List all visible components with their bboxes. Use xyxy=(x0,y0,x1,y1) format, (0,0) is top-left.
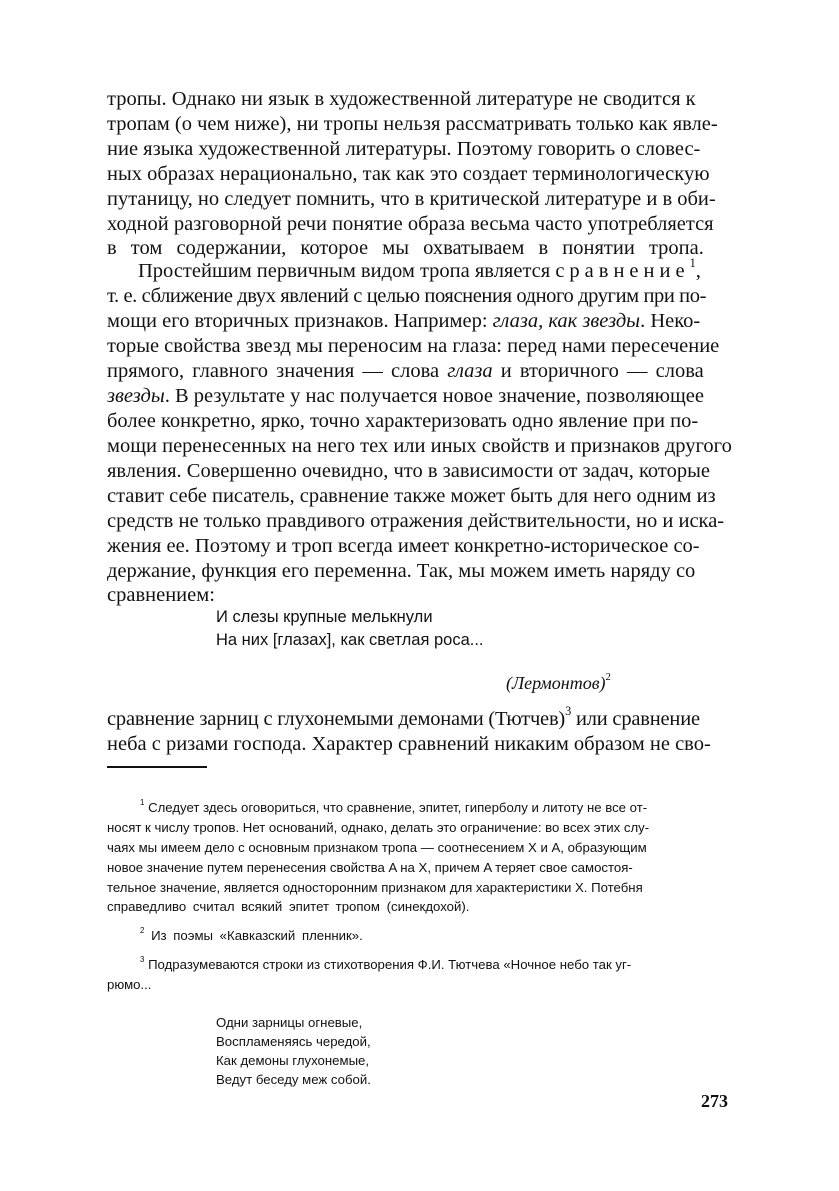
page-number: 273 xyxy=(701,1091,728,1111)
body-text-line: жения ее. Поэтому и троп всегда имеет конкретно-историческое со- xyxy=(107,535,700,557)
body-text-line: тропам (о чем ниже), ни тропы нельзя рассматривать только как явле- xyxy=(107,113,718,135)
footnote-number: 1 xyxy=(140,798,145,808)
body-text-line: ставит себе писатель, сравнение также может быть для него одним из xyxy=(107,485,716,507)
footnote-ref[interactable]: 3 xyxy=(565,703,572,718)
body-text-line: мощи перенесенных на него тех или иных свойств и признаков другого xyxy=(107,435,732,457)
body-text-line: более конкретно, ярко, точно характеризовать одно явление при по- xyxy=(107,410,699,432)
body-text-line: прямого, главного значения — слова глаза и вторичного — слова xyxy=(107,360,704,382)
body-text-line: сравнением: xyxy=(107,584,215,606)
footnote-number: 3 xyxy=(140,955,145,965)
body-text-line: неба с ризами господа. Характер сравнений никаким образом не сво- xyxy=(107,733,711,755)
footnote-line: новое значение путем перенесения свойства A на X, причем A теряет свое самостоя- xyxy=(107,860,633,875)
quote-attribution: (Лермонтов)$^2$ xyxy=(506,670,611,693)
footnote-verse-line: Как демоны глухонемые, xyxy=(216,1053,370,1068)
body-text-line: т. е. сближение двух явлений с целью пояснения одного другим при по- xyxy=(107,285,707,307)
footnote-line: $^2$ Из поэмы «Кавказский пленник». xyxy=(140,926,363,943)
footnote-verse-line: Воспламеняясь чередой, xyxy=(216,1034,371,1049)
body-text-line: мощи его вторичных признаков. Например: глаза, как звезды. Неко- xyxy=(107,310,701,332)
verse-line: И слезы крупные мелькнули xyxy=(216,608,433,626)
body-text-line: сравнение зарниц с глухонемыми демонами (Тютчев)$^3$ или сравнение xyxy=(107,703,700,730)
footnote-number: 2 xyxy=(140,926,145,936)
body-text-line: в том содержании, которое мы охватываем в понятии тропа. xyxy=(107,237,704,259)
body-text-line: звезды. В результате у нас получается новое значение, позволяющее xyxy=(107,385,704,407)
body-text-line: тропы. Однако ни язык в художественной литературе не сводится к xyxy=(107,88,696,110)
footnote-verse-line: Ведут беседу меж собой. xyxy=(216,1072,371,1087)
body-text-line: средств не только правдивого отражения действительности, но и иска- xyxy=(107,510,725,532)
footnote-ref[interactable]: 2 xyxy=(605,670,611,683)
body-text-line: ходной разговорной речи понятие образа весьма часто употребляется xyxy=(107,213,714,235)
footnote-line: справедливо считал всякий эпитет тропом (синекдохой). xyxy=(107,899,470,914)
footnote-line: $^3$ Подразумеваются строки из стихотворения Ф.И. Тютчева «Ночное небо так уг- xyxy=(140,955,632,972)
body-text-line: Простейшим первичным видом тропа является сравнение$^1$, xyxy=(138,255,701,282)
body-text-line: торые свойства звезд мы переносим на глаза: перед нами пересечение xyxy=(107,335,720,357)
footnote-line: рюмо... xyxy=(107,977,152,992)
footnote-line: чаях мы имеем дело с основным признаком тропа — соотнесением X и A, образующим xyxy=(107,840,647,855)
term-emphasis: сравнение xyxy=(555,260,690,282)
footnote-line: тельное значение, является односторонним признаком для характеристики X. Потебня xyxy=(107,880,643,895)
body-text-line: путаницу, но следует помнить, что в критической литературе и в оби- xyxy=(107,188,716,210)
body-text-line: держание, функция его переменна. Так, мы можем иметь наряду со xyxy=(107,560,696,582)
body-text-line: ние языка художественной литературы. Поэтому говорить о словес- xyxy=(107,138,701,160)
footnote-ref[interactable]: 1 xyxy=(689,255,696,270)
body-text-line: явления. Совершенно очевидно, что в зависимости от задач, которые xyxy=(107,460,710,482)
verse-line: На них [глазах], как светлая роса... xyxy=(216,631,484,649)
footnote-divider xyxy=(107,766,207,768)
body-text-line: ных образах нерационально, так как это создает терминологическую xyxy=(107,163,710,185)
footnote-verse-line: Одни зарницы огневые, xyxy=(216,1015,363,1030)
footnote-line: $^1$ Следует здесь оговориться, что сравнение, эпитет, гиперболу и литоту не все от- xyxy=(140,798,648,815)
footnote-line: носят к числу тропов. Нет оснований, однако, делать это ограничение: во всех этих слу- xyxy=(107,820,650,835)
